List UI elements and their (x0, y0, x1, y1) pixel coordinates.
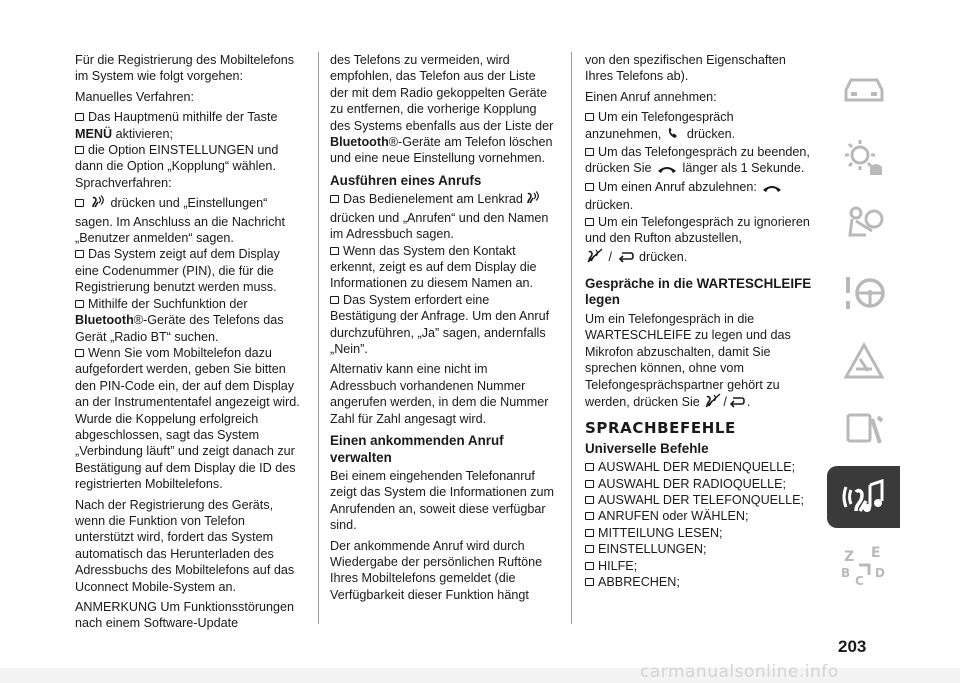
bullet-icon (330, 247, 339, 255)
list-item: Um ein Telefongespräch zu ignorieren und den Rufton abzustellen, (585, 214, 810, 246)
svg-text:C: C (854, 574, 864, 587)
bullet-icon (75, 250, 84, 258)
heading-voice-commands: SPRACHBEFEHLE (585, 419, 736, 438)
bullet-icon (75, 113, 84, 121)
tab-multimedia[interactable] (827, 466, 900, 528)
voice-command-icon (525, 191, 540, 209)
watermark-bar (0, 662, 960, 683)
bullet-icon (75, 300, 84, 308)
continued-text: des Telefons zu vermeiden, wird empfohlen, das Telefon aus der Liste der mit dem Radio gekoppelten Geräte zu entfernen, die vorherige Kopplung des Systems ebenfalls aus der Liste der Bluetooth®-Geräte am Telefon löschen und eine neue Einstellung vornehmen. (330, 53, 554, 166)
list-item: / drücken. (585, 248, 813, 267)
tab-emergency[interactable] (827, 330, 900, 392)
tab-driving[interactable] (827, 262, 900, 324)
svg-text:Z: Z (843, 549, 854, 565)
list-item: EINSTELLUNGEN; (585, 541, 813, 557)
list-item: AUSWAHL DER MEDIENQUELLE; (585, 459, 813, 475)
bullet-icon (585, 113, 594, 121)
note-text: ANMERKUNG Um Funktionsstörungen nach einem Software-Update (75, 600, 295, 631)
return-arrow-icon (729, 396, 745, 412)
column-right (585, 52, 813, 590)
svg-text:B: B (840, 566, 850, 580)
list-item: HILFE; (585, 558, 813, 574)
bullet-icon (585, 480, 594, 488)
alternative-text: Alternativ kann eine nicht im Adressbuch vorhandenen Nummer angerufen werden, in dem die Nummer Zahl für Zahl angesagt wird. (330, 362, 549, 426)
airbag-icon (842, 205, 886, 245)
list-item: drücken und „Einstellungen“ sagen. Im Anschluss an die Nachricht „Benutzer anmelden“ sagen. (75, 196, 286, 246)
heading-universal-commands: Universelle Befehle (585, 440, 709, 456)
list-item: Das System erfordert eine Bestätigung der Anfrage. Um den Anruf durchzuführen, „Ja” sagen, andernfalls „Nein”. (330, 292, 550, 356)
phone-pickup-icon (667, 127, 685, 144)
bullet-icon (585, 496, 594, 504)
chapter-tabs (827, 58, 900, 602)
list-item: Wenn Sie vom Mobiltelefon dazu aufgefordert werden, geben Sie bitten den PIN-Code ein, der auf dem Display an der Instrumententafel angezeigt wird. Wurde die Koppelung erfolgreich abgeschlossen, sagt das System „Verbindung läuft” und zeigt danach zur Bestätigung auf dem Display die ID des registrierten Mobiltelefons. (75, 345, 300, 492)
bullet-icon (585, 529, 594, 537)
page-number: 203 (838, 637, 867, 656)
warning-triangle-icon (842, 341, 886, 381)
multimedia-icon (840, 475, 888, 519)
after-registration-text: Nach der Registrierung des Geräts, wenn die Funktion von Telefon unterstützt wird, fordert das System automatisch das Herunterladen des Adressbuchs des Mobiltelefons auf das Uconnect Mobile-System an. (75, 497, 295, 594)
accept-label: Einen Anruf annehmen: (585, 89, 717, 104)
phone-hangup-icon (762, 181, 782, 197)
list-item: Mithilfe der Suchfunktion der Bluetooth®-Geräte des Telefons das Gerät „Radio BT“ suchen. (75, 296, 284, 344)
list-item: die Option EINSTELLUNGEN und dann die Option „Kopplung“ wählen. (75, 143, 279, 174)
bullet-icon (585, 578, 594, 586)
list-item: AUSWAHL DER RADIOQUELLE; (585, 476, 813, 492)
incoming-text-2: Der ankommende Anruf wird durch Wiedergabe der persönlichen Ruftöne Ihres Mobiltelefons gemeldet (die Verfügbarkeit dieser Funktion hängt (330, 538, 543, 602)
list-item: MITTEILUNG LESEN; (585, 525, 813, 541)
bullet-icon (330, 296, 339, 304)
bullet-icon (75, 199, 84, 207)
tab-lights[interactable] (827, 126, 900, 188)
mute-icon (705, 393, 721, 412)
list-item: AUSWAHL DER TELEFONQUELLE; (585, 492, 813, 508)
list-item: Um ein Telefongespräch anzunehmen, drücken. (585, 109, 813, 144)
list-item: ANRUFEN oder WÄHLEN; (585, 508, 813, 524)
bullet-icon (330, 195, 339, 203)
tools-icon (842, 409, 886, 449)
list-item: Wenn das System den Kontakt erkennt, zeigt es auf dem Display die Informationen zu diesem Namen an. (330, 243, 537, 291)
column-divider (571, 52, 572, 624)
phone-hangup-icon (657, 162, 677, 178)
bullet-icon (585, 183, 594, 191)
list-item: Das Bedienelement am Lenkrad drücken und „Anrufen“ und den Namen im Adressbuch sagen. (330, 192, 549, 242)
svg-text:D: D (874, 566, 885, 580)
tab-dashboard[interactable] (827, 58, 900, 120)
list-item: ABBRECHEN; (585, 574, 813, 590)
bullet-icon (585, 148, 594, 156)
bullet-icon (75, 146, 84, 154)
tab-maintenance[interactable] (827, 398, 900, 460)
bullet-icon (585, 562, 594, 570)
manual-label: Manuelles Verfahren: (75, 89, 195, 104)
list-item: Das System zeigt auf dem Display eine Codenummer (PIN), die für die Registrierung benutzt werden muss. (75, 247, 280, 295)
steering-wheel-icon (842, 273, 886, 313)
list-item: Um das Telefongespräch zu beenden, drücken Sie länger als 1 Sekunde. (585, 144, 813, 179)
column-divider (318, 52, 319, 624)
bullet-icon (585, 545, 594, 553)
tab-index[interactable] (827, 534, 900, 596)
bullet-icon (585, 463, 594, 471)
bullet-icon (585, 512, 594, 520)
list-item: Das Hauptmenü mithilfe der Taste MENÜ aktivieren; (75, 110, 278, 141)
incoming-text-1: Bei einem eingehenden Telefonanruf zeigt das System die Informationen zum Anrufenden an, soweit diese verfügbar sind. (330, 469, 554, 533)
return-arrow-icon (618, 251, 634, 267)
lights-icon (842, 137, 886, 177)
svg-text:E: E (870, 545, 881, 561)
voice-command-icon (90, 195, 105, 213)
continued-text: von den spezifischen Eigenschaften Ihres Telefons ab). (585, 53, 786, 84)
heading-make-call: Ausführen eines Anrufs (330, 172, 482, 188)
watermark-text: carmanualsonline.info (640, 662, 839, 682)
bullet-icon (585, 218, 594, 226)
bullet-icon (75, 349, 84, 357)
column-left (75, 52, 301, 636)
intro-text: Für die Registrierung des Mobiltelefons im System wie folgt vorgehen: (75, 53, 295, 84)
mute-icon (587, 248, 603, 267)
heading-incoming-call: Einen ankommenden Anruf verwalten (330, 433, 504, 465)
list-item: Um einen Anruf abzulehnen: drücken. (585, 179, 813, 214)
column-middle (330, 52, 556, 607)
voice-label: Sprachverfahren: (75, 175, 172, 190)
hold-text: Um ein Telefongespräch in die WARTESCHLEIFE zu legen und das Mikrofon abzuschalten, damit Sie sprechen können, ohne vom Telefongesprächspartner gehört zu werden, drücken Sie / . (585, 311, 813, 412)
index-icon (839, 543, 889, 587)
tab-safety[interactable] (827, 194, 900, 256)
heading-hold-call: Gespräche in die WARTESCHLEIFE legen (585, 275, 812, 308)
car-dashboard-icon (842, 72, 886, 106)
